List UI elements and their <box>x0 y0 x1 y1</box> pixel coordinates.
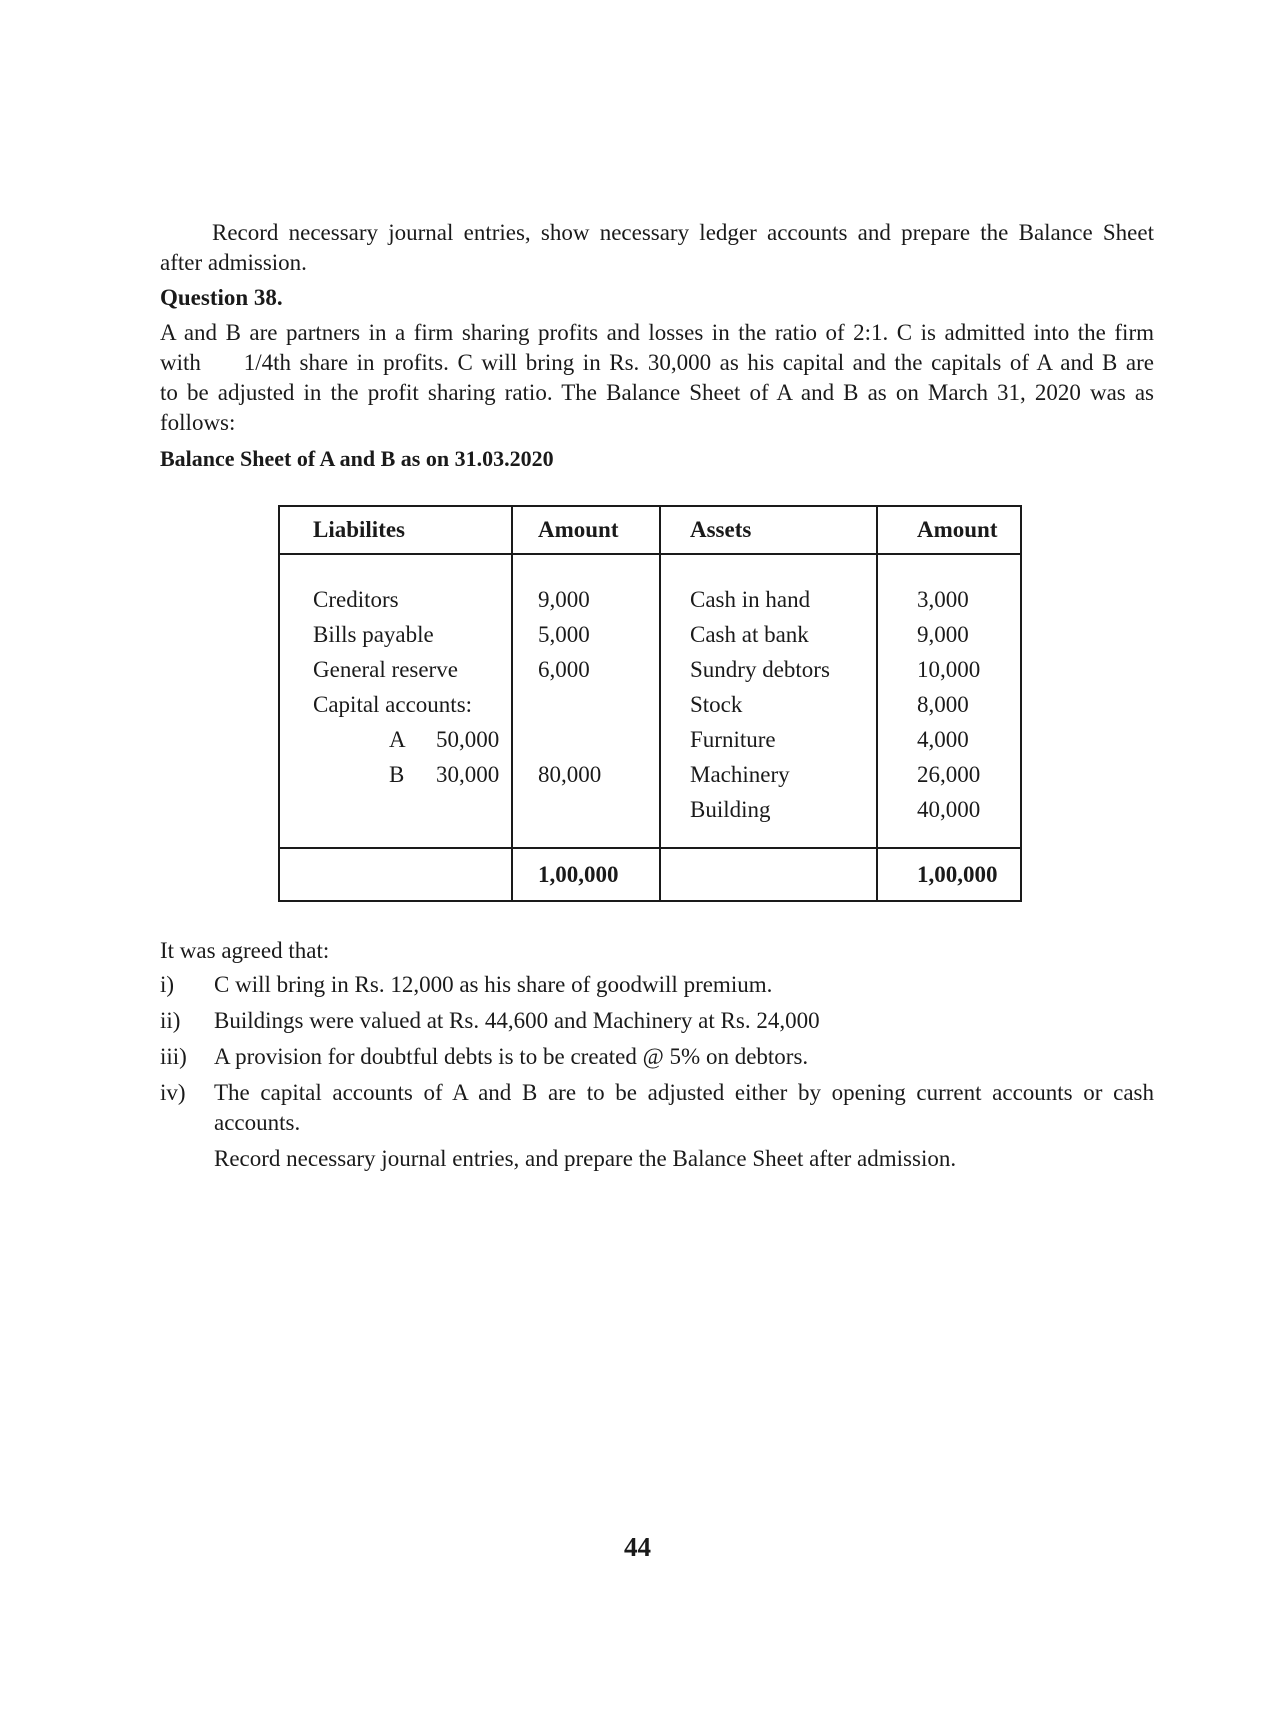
amount-general-reserve: 6,000 <box>538 657 590 682</box>
amount-furniture: 4,000 <box>917 727 969 752</box>
amount-capital-total: 80,000 <box>538 762 602 787</box>
asset-furniture: Furniture <box>690 727 776 752</box>
capital-amount-b: 30,000 <box>436 762 500 787</box>
amount-cash-in-hand: 3,000 <box>917 587 969 612</box>
amount-building: 40,000 <box>917 797 981 822</box>
total-liabilities: 1,00,000 <box>538 862 619 887</box>
agreement-item-4-line-2: accounts. <box>214 1110 301 1135</box>
agreement-item-2: Buildings were valued at Rs. 44,600 and Machinery at Rs. 24,000 <box>214 1008 820 1033</box>
question-line-4: follows: <box>160 410 236 435</box>
capital-amount-a: 50,000 <box>436 727 500 752</box>
amount-creditors: 9,000 <box>538 587 590 612</box>
asset-cash-at-bank: Cash at bank <box>690 622 809 647</box>
page-number: 44 <box>624 1532 651 1562</box>
balance-sheet-table <box>278 505 1022 902</box>
question-line-2: with 1/4th share in profits. C will bring in Rs. 30,000 as his capital and the capitals of A and B are <box>160 350 1154 375</box>
agreement-marker-4: iv) <box>160 1080 186 1105</box>
header-amount-liabilities: Amount <box>538 517 619 542</box>
agreement-heading: It was agreed that: <box>160 938 330 963</box>
header-liabilities: Liabilites <box>313 517 406 542</box>
agreement-marker-3: iii) <box>160 1044 187 1069</box>
amount-sundry-debtors: 10,000 <box>917 657 981 682</box>
agreement-marker-1: i) <box>160 972 175 997</box>
agreement-item-4-line-1: The capital accounts of A and B are to be adjusted either by opening current accounts or cash <box>214 1080 1154 1105</box>
liability-creditors: Creditors <box>313 587 399 612</box>
asset-machinery: Machinery <box>690 762 790 787</box>
balance-sheet-caption: Balance Sheet of A and B as on 31.03.2020 <box>160 446 554 471</box>
question-line-1: A and B are partners in a firm sharing profits and losses in the ratio of 2:1. C is admitted into the firm <box>160 320 1154 345</box>
liability-general-reserve: General reserve <box>313 657 458 682</box>
capital-partner-b: B <box>389 762 405 787</box>
asset-cash-in-hand: Cash in hand <box>690 587 811 612</box>
amount-bills-payable: 5,000 <box>538 622 590 647</box>
asset-stock: Stock <box>690 692 743 717</box>
question-title: Question 38. <box>160 285 283 310</box>
amount-machinery: 26,000 <box>917 762 981 787</box>
agreement-item-1: C will bring in Rs. 12,000 as his share of goodwill premium. <box>214 972 773 997</box>
total-assets: 1,00,000 <box>917 862 998 887</box>
liability-capital-accounts: Capital accounts: <box>313 692 473 717</box>
header-assets: Assets <box>690 517 752 542</box>
amount-cash-at-bank: 9,000 <box>917 622 969 647</box>
header-amount-assets: Amount <box>917 517 998 542</box>
liability-bills-payable: Bills payable <box>313 622 434 647</box>
agreement-item-3: A provision for doubtful debts is to be created @ 5% on debtors. <box>214 1044 809 1069</box>
amount-stock: 8,000 <box>917 692 969 717</box>
intro-line-1: Record necessary journal entries, show necessary ledger accounts and prepare the Balance Sheet <box>212 220 1154 245</box>
agreement-marker-2: ii) <box>160 1008 181 1033</box>
capital-partner-a: A <box>389 727 406 752</box>
question-line-3: to be adjusted in the profit sharing ratio. The Balance Sheet of A and B as on March 31, 2020 was as <box>160 380 1154 405</box>
intro-line-2: after admission. <box>160 250 307 275</box>
agreement-closing: Record necessary journal entries, and prepare the Balance Sheet after admission. <box>214 1146 957 1171</box>
asset-sundry-debtors: Sundry debtors <box>690 657 830 682</box>
asset-building: Building <box>690 797 771 822</box>
